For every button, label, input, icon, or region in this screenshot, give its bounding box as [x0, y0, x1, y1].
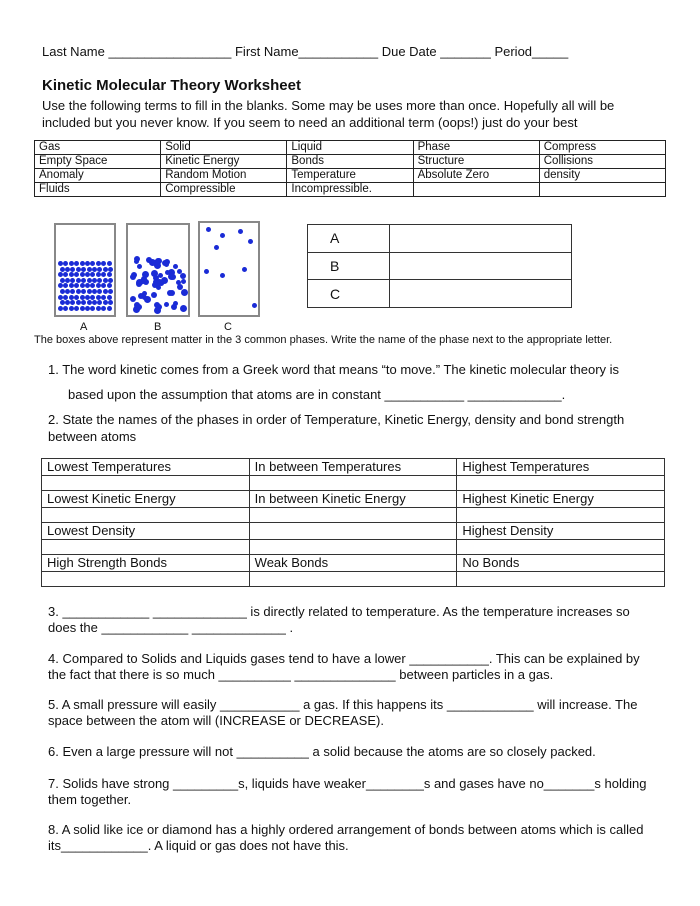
question-8: 8. A solid like ice or diamond has a highly ordered arrangement of bonds between atoms which is called its____________. A liquid or gas does not have this. [48, 822, 644, 853]
order-cell: Weak Bonds [249, 555, 457, 572]
particle-dot [130, 274, 136, 280]
particle-dot [220, 273, 225, 278]
order-answer-row [42, 476, 665, 491]
particle-dot [70, 300, 75, 305]
word-bank-cell: Gas [35, 141, 161, 155]
particle-dot [76, 289, 81, 294]
particle-dot [63, 272, 68, 277]
particle-dot [63, 306, 68, 311]
question-6: 6. Even a large pressure will not __________ a solid because the atoms are so closely packed. [48, 744, 596, 759]
particle-dot [103, 267, 108, 272]
phase-answer-blank[interactable] [390, 252, 572, 280]
particle-dot [103, 300, 108, 305]
particle-dot [74, 272, 79, 277]
particle-dot [80, 261, 85, 266]
particle-dot [136, 281, 142, 287]
solid-particles-box [54, 223, 116, 317]
word-bank-cell: Absolute Zero [413, 169, 539, 183]
word-bank-cell: Compress [539, 141, 665, 155]
particle-dot [136, 304, 142, 310]
order-cell [249, 523, 457, 540]
particle-dot [96, 306, 101, 311]
particle-dot [130, 296, 136, 302]
particle-dot [70, 289, 75, 294]
particle-dot [97, 289, 102, 294]
word-bank-cell: Collisions [539, 155, 665, 169]
word-bank-row [35, 155, 666, 169]
word-bank-cell: Liquid [287, 141, 413, 155]
order-cell: No Bonds [457, 555, 665, 572]
particle-dot [90, 261, 95, 266]
order-row [42, 523, 665, 540]
particle-dot [101, 295, 106, 300]
particle-dot [69, 295, 74, 300]
order-answer-cell[interactable] [249, 572, 457, 587]
instructions: Use the following terms to fill in the blanks. Some may be uses more than once. Hopefully all will be included but you never know. If you seem to need an additional term (oops!) just do your best [42, 98, 615, 130]
particle-dot [63, 283, 68, 288]
particle-dot [164, 302, 169, 307]
word-bank-cell: Random Motion [161, 169, 287, 183]
particle-dot [92, 289, 97, 294]
particle-dot [151, 292, 157, 298]
particle-dot [60, 300, 65, 305]
particle-dot [85, 261, 90, 266]
particle-dot [238, 229, 243, 234]
particle-dot [80, 283, 85, 288]
particle-dot [97, 300, 102, 305]
particle-dot [108, 278, 113, 283]
particle-dot [81, 289, 86, 294]
particle-dot [90, 306, 95, 311]
particle-dot [96, 295, 101, 300]
phase-letter-b: B [308, 252, 390, 280]
particle-dot [58, 272, 63, 277]
particle-dot [85, 283, 90, 288]
particle-dot [103, 289, 108, 294]
phase-caption: The boxes above represent matter in the 3 common phases. Write the name of the phase next to the appropriate letter. [34, 334, 613, 346]
particle-dot [76, 300, 81, 305]
word-bank-row [35, 141, 666, 155]
order-cell: Highest Density [457, 523, 665, 540]
order-answer-cell[interactable] [42, 508, 250, 523]
particle-dot [65, 267, 70, 272]
word-bank-cell: Fluids [35, 183, 161, 197]
particle-dot [74, 261, 79, 266]
particle-dot [107, 272, 112, 277]
particle-dot [69, 283, 74, 288]
particle-dot [58, 261, 63, 266]
word-bank-cell: Bonds [287, 155, 413, 169]
order-cell: In between Temperatures [249, 459, 457, 476]
order-answer-row [42, 508, 665, 523]
particle-dot [70, 267, 75, 272]
particle-dot [214, 245, 219, 250]
question-4: 4. Compared to Solids and Liquids gases tend to have a lower ___________. This can be explained by the fact that there is so much __________ ______________ between particles in a gas. [48, 651, 640, 682]
particle-dot [92, 267, 97, 272]
particle-dot [90, 283, 95, 288]
particle-dot [92, 278, 97, 283]
particle-dot [90, 295, 95, 300]
particle-dot [101, 283, 106, 288]
particle-dot [69, 261, 74, 266]
word-bank-row [35, 183, 666, 197]
particle-dot [97, 278, 102, 283]
order-cell: Highest Kinetic Energy [457, 491, 665, 508]
particle-dot [152, 282, 158, 288]
particle-dot [107, 306, 112, 311]
worksheet-title: Kinetic Molecular Theory Worksheet [42, 77, 301, 94]
liquid-particles-box [126, 223, 190, 317]
particle-dot [87, 289, 92, 294]
particle-dot [65, 300, 70, 305]
particle-dot [85, 295, 90, 300]
word-bank-cell: Compressible [161, 183, 287, 197]
particle-dot [85, 272, 90, 277]
particle-dot [69, 272, 74, 277]
particle-dot [69, 306, 74, 311]
particle-dot [144, 296, 151, 303]
particle-dot [137, 264, 142, 269]
particle-dot [134, 259, 139, 264]
word-bank-cell: Kinetic Energy [161, 155, 287, 169]
particle-dot [87, 278, 92, 283]
particle-dot [96, 261, 101, 266]
particle-dot [87, 300, 92, 305]
question-1-line-2: based upon the assumption that atoms are in constant ___________ _____________. [68, 387, 566, 402]
particle-dot [96, 283, 101, 288]
particle-dot [146, 257, 152, 263]
particle-dot [65, 278, 70, 283]
particle-dot [242, 267, 247, 272]
particle-dot [81, 267, 86, 272]
order-cell: Lowest Temperatures [42, 459, 250, 476]
phase-answer-blank[interactable] [390, 280, 572, 308]
particle-dot [80, 306, 85, 311]
order-cell: Lowest Density [42, 523, 250, 540]
particle-dot [96, 272, 101, 277]
question-3: 3. ____________ _____________ is directly related to temperature. As the temperature increases so does the ____________ _____________ . [48, 604, 630, 635]
particle-dot [58, 283, 63, 288]
particle-dot [108, 289, 113, 294]
particle-dot [108, 267, 113, 272]
particle-dot [101, 272, 106, 277]
particle-dot [220, 233, 225, 238]
phase-answer-blank[interactable] [390, 225, 572, 253]
particle-dot [60, 267, 65, 272]
particle-dot [154, 307, 161, 314]
particle-dot [60, 289, 65, 294]
particle-dot [80, 295, 85, 300]
particle-dot [92, 300, 97, 305]
order-answer-cell[interactable] [42, 540, 250, 555]
word-bank-cell: Temperature [287, 169, 413, 183]
question-1-line-1: 1. The word kinetic comes from a Greek word that means “to move.” The kinetic molecular theory is [48, 362, 620, 377]
order-cell: Highest Temperatures [457, 459, 665, 476]
order-cell: High Strength Bonds [42, 555, 250, 572]
particle-dot [58, 306, 63, 311]
particle-dot [65, 289, 70, 294]
particle-dot [74, 283, 79, 288]
gas-particles-box [198, 221, 260, 317]
order-row [42, 491, 665, 508]
box-label-c: C [224, 321, 232, 333]
word-bank-table [34, 140, 666, 197]
box-label-b: B [154, 321, 162, 333]
particle-dot [80, 272, 85, 277]
particle-dot [60, 278, 65, 283]
particle-dot [204, 269, 209, 274]
particle-dot [181, 279, 186, 284]
order-answer-row [42, 572, 665, 587]
particle-dot [171, 304, 177, 310]
order-answer-cell[interactable] [249, 508, 457, 523]
particle-dot [167, 290, 173, 296]
particle-dot [63, 295, 68, 300]
word-bank-cell: Phase [413, 141, 539, 155]
particle-dot [107, 295, 112, 300]
particle-dot [103, 278, 108, 283]
word-bank-cell: Anomaly [35, 169, 161, 183]
particle-dot [58, 295, 63, 300]
order-answer-cell[interactable] [249, 540, 457, 555]
particle-dot [248, 239, 253, 244]
particle-dot [74, 306, 79, 311]
particle-dot [76, 267, 81, 272]
particle-dot [76, 278, 81, 283]
particle-dot [252, 303, 257, 308]
phase-order-table [41, 458, 665, 587]
box-label-a: A [80, 321, 88, 333]
order-answer-cell[interactable] [457, 572, 665, 587]
word-bank-cell: density [539, 169, 665, 183]
order-answer-cell[interactable] [249, 476, 457, 491]
question-2: 2. State the names of the phases in order of Temperature, Kinetic Energy, density and bond strength between atoms [48, 412, 625, 444]
particle-dot [177, 269, 182, 274]
word-bank-cell: Structure [413, 155, 539, 169]
order-row [42, 459, 665, 476]
order-cell: In between Kinetic Energy [249, 491, 457, 508]
word-bank-cell: Incompressible. [287, 183, 413, 197]
word-bank-row [35, 169, 666, 183]
word-bank-cell: Empty Space [35, 155, 161, 169]
order-cell: Lowest Kinetic Energy [42, 491, 250, 508]
particle-dot [107, 261, 112, 266]
particle-dot [206, 227, 211, 232]
order-answer-cell[interactable] [42, 572, 250, 587]
word-bank-cell: Solid [161, 141, 287, 155]
particle-dot [101, 306, 106, 311]
question-7: 7. Solids have strong _________s, liquids have weaker________s and gases have no_______s holding them together. [48, 776, 647, 807]
particle-dot [74, 295, 79, 300]
particle-dot [180, 305, 187, 312]
particle-dot [107, 283, 112, 288]
particle-dot [142, 271, 149, 278]
order-answer-row [42, 540, 665, 555]
question-5: 5. A small pressure will easily ___________ a gas. If this happens its ____________ will increase. The space between the atom will (INCREASE or DECREASE). [48, 697, 638, 728]
phase-letter-a: A [308, 225, 390, 253]
particle-dot [81, 278, 86, 283]
order-answer-cell[interactable] [457, 508, 665, 523]
particle-dot [63, 261, 68, 266]
particle-dot [97, 267, 102, 272]
order-row [42, 555, 665, 572]
particle-dot [90, 272, 95, 277]
particle-dot [70, 278, 75, 283]
word-bank-cell [539, 183, 665, 197]
particle-dot [108, 300, 113, 305]
word-bank-cell [413, 183, 539, 197]
particle-dot [85, 306, 90, 311]
student-info-line: Last Name _________________ First Name___________ Due Date _______ Period_____ [42, 44, 569, 59]
phase-answer-table [307, 224, 572, 308]
particle-dot [87, 267, 92, 272]
particle-dot [101, 261, 106, 266]
order-answer-cell[interactable] [42, 476, 250, 491]
particle-dot [181, 289, 188, 296]
order-answer-cell[interactable] [457, 540, 665, 555]
order-answer-cell[interactable] [457, 476, 665, 491]
particle-dot [81, 300, 86, 305]
phase-letter-c: C [308, 280, 390, 308]
